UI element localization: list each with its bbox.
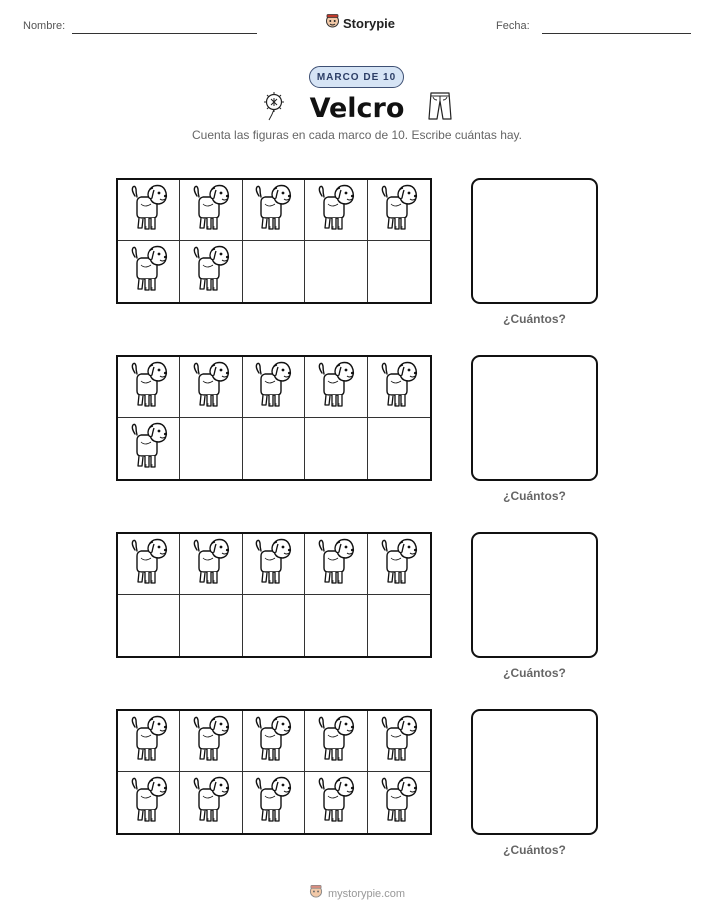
frame-cell — [118, 241, 180, 302]
answer-box-2[interactable] — [471, 355, 598, 481]
puppy-icon — [251, 715, 295, 768]
puppy-icon — [189, 184, 233, 237]
frame-cell — [243, 534, 305, 595]
frame-cell — [243, 595, 305, 656]
answer-box-4[interactable] — [471, 709, 598, 835]
frame-cell — [305, 357, 367, 418]
puppy-icon — [189, 538, 233, 591]
puppy-icon — [251, 776, 295, 829]
frame-cell — [180, 357, 242, 418]
frame-cell — [305, 180, 367, 241]
instructions: Cuenta las figuras en cada marco de 10. Escribe cuántas hay. — [192, 128, 522, 142]
frame-cell — [118, 180, 180, 241]
frame-cell — [118, 595, 180, 656]
footer — [0, 884, 714, 903]
ten-frame-4 — [116, 709, 432, 835]
frame-cell — [180, 241, 242, 302]
puppy-icon — [127, 245, 171, 298]
puppy-icon — [377, 184, 421, 237]
frame-cell — [243, 711, 305, 772]
puppy-icon — [189, 245, 233, 298]
frame-cell — [180, 180, 242, 241]
footer-url: mystorypie.com — [327, 887, 406, 900]
frame-cell — [368, 772, 430, 833]
frame-cell — [118, 534, 180, 595]
frame-cell — [368, 180, 430, 241]
puppy-icon — [127, 538, 171, 591]
frame-cell — [368, 711, 430, 772]
date-field[interactable] — [542, 33, 691, 34]
puppy-icon — [251, 361, 295, 414]
puppy-icon — [127, 422, 171, 475]
puppy-icon — [189, 776, 233, 829]
brand-name: Storypie — [343, 15, 396, 31]
page-title: Velcro — [309, 93, 405, 124]
frame-cell — [368, 357, 430, 418]
puppy-icon — [127, 776, 171, 829]
frame-cell — [180, 534, 242, 595]
puppy-icon — [251, 538, 295, 591]
ten-frame-2 — [116, 355, 432, 481]
answer-label-2: ¿Cuántos? — [503, 489, 566, 503]
frame-cell — [180, 595, 242, 656]
frame-cell — [305, 418, 367, 479]
frame-cell — [368, 534, 430, 595]
velcro-burr-icon — [262, 91, 286, 126]
frame-cell — [180, 711, 242, 772]
frame-cell — [243, 418, 305, 479]
frame-cell — [118, 357, 180, 418]
frame-cell — [305, 534, 367, 595]
puppy-icon — [377, 361, 421, 414]
frame-cell — [368, 595, 430, 656]
frame-cell — [305, 772, 367, 833]
puppy-icon — [314, 361, 358, 414]
storypie-logo-icon — [325, 13, 340, 33]
frame-cell — [180, 418, 242, 479]
frame-cell — [305, 595, 367, 656]
worksheet-type-badge: MARCO DE 10 — [309, 66, 404, 88]
title-row — [0, 91, 714, 126]
frame-cell — [243, 180, 305, 241]
frame-cell — [368, 241, 430, 302]
puppy-icon — [189, 361, 233, 414]
answer-box-1[interactable] — [471, 178, 598, 304]
frame-cell — [118, 711, 180, 772]
frame-cell — [305, 241, 367, 302]
ten-frame-3 — [116, 532, 432, 658]
date-label: Fecha: — [496, 20, 530, 32]
puppy-icon — [127, 184, 171, 237]
frame-cell — [368, 418, 430, 479]
frame-cell — [118, 772, 180, 833]
name-label: Nombre: — [23, 20, 66, 32]
storypie-logo-icon — [309, 884, 323, 903]
name-field[interactable] — [72, 33, 257, 34]
answer-label-4: ¿Cuántos? — [503, 843, 566, 857]
puppy-icon — [314, 715, 358, 768]
answer-label-1: ¿Cuántos? — [503, 312, 566, 326]
frame-cell — [243, 241, 305, 302]
puppy-icon — [251, 184, 295, 237]
puppy-icon — [314, 538, 358, 591]
puppy-icon — [189, 715, 233, 768]
puppy-icon — [377, 715, 421, 768]
puppy-icon — [314, 776, 358, 829]
answer-box-3[interactable] — [471, 532, 598, 658]
frame-cell — [243, 772, 305, 833]
puppy-icon — [377, 776, 421, 829]
answer-label-3: ¿Cuántos? — [503, 666, 566, 680]
puppy-icon — [127, 361, 171, 414]
frame-cell — [305, 711, 367, 772]
puppy-icon — [127, 715, 171, 768]
frame-cell — [243, 357, 305, 418]
frame-cell — [180, 772, 242, 833]
pants-icon — [428, 91, 452, 126]
frame-cell — [118, 418, 180, 479]
brand — [325, 13, 395, 33]
puppy-icon — [314, 184, 358, 237]
puppy-icon — [377, 538, 421, 591]
ten-frame-1 — [116, 178, 432, 304]
